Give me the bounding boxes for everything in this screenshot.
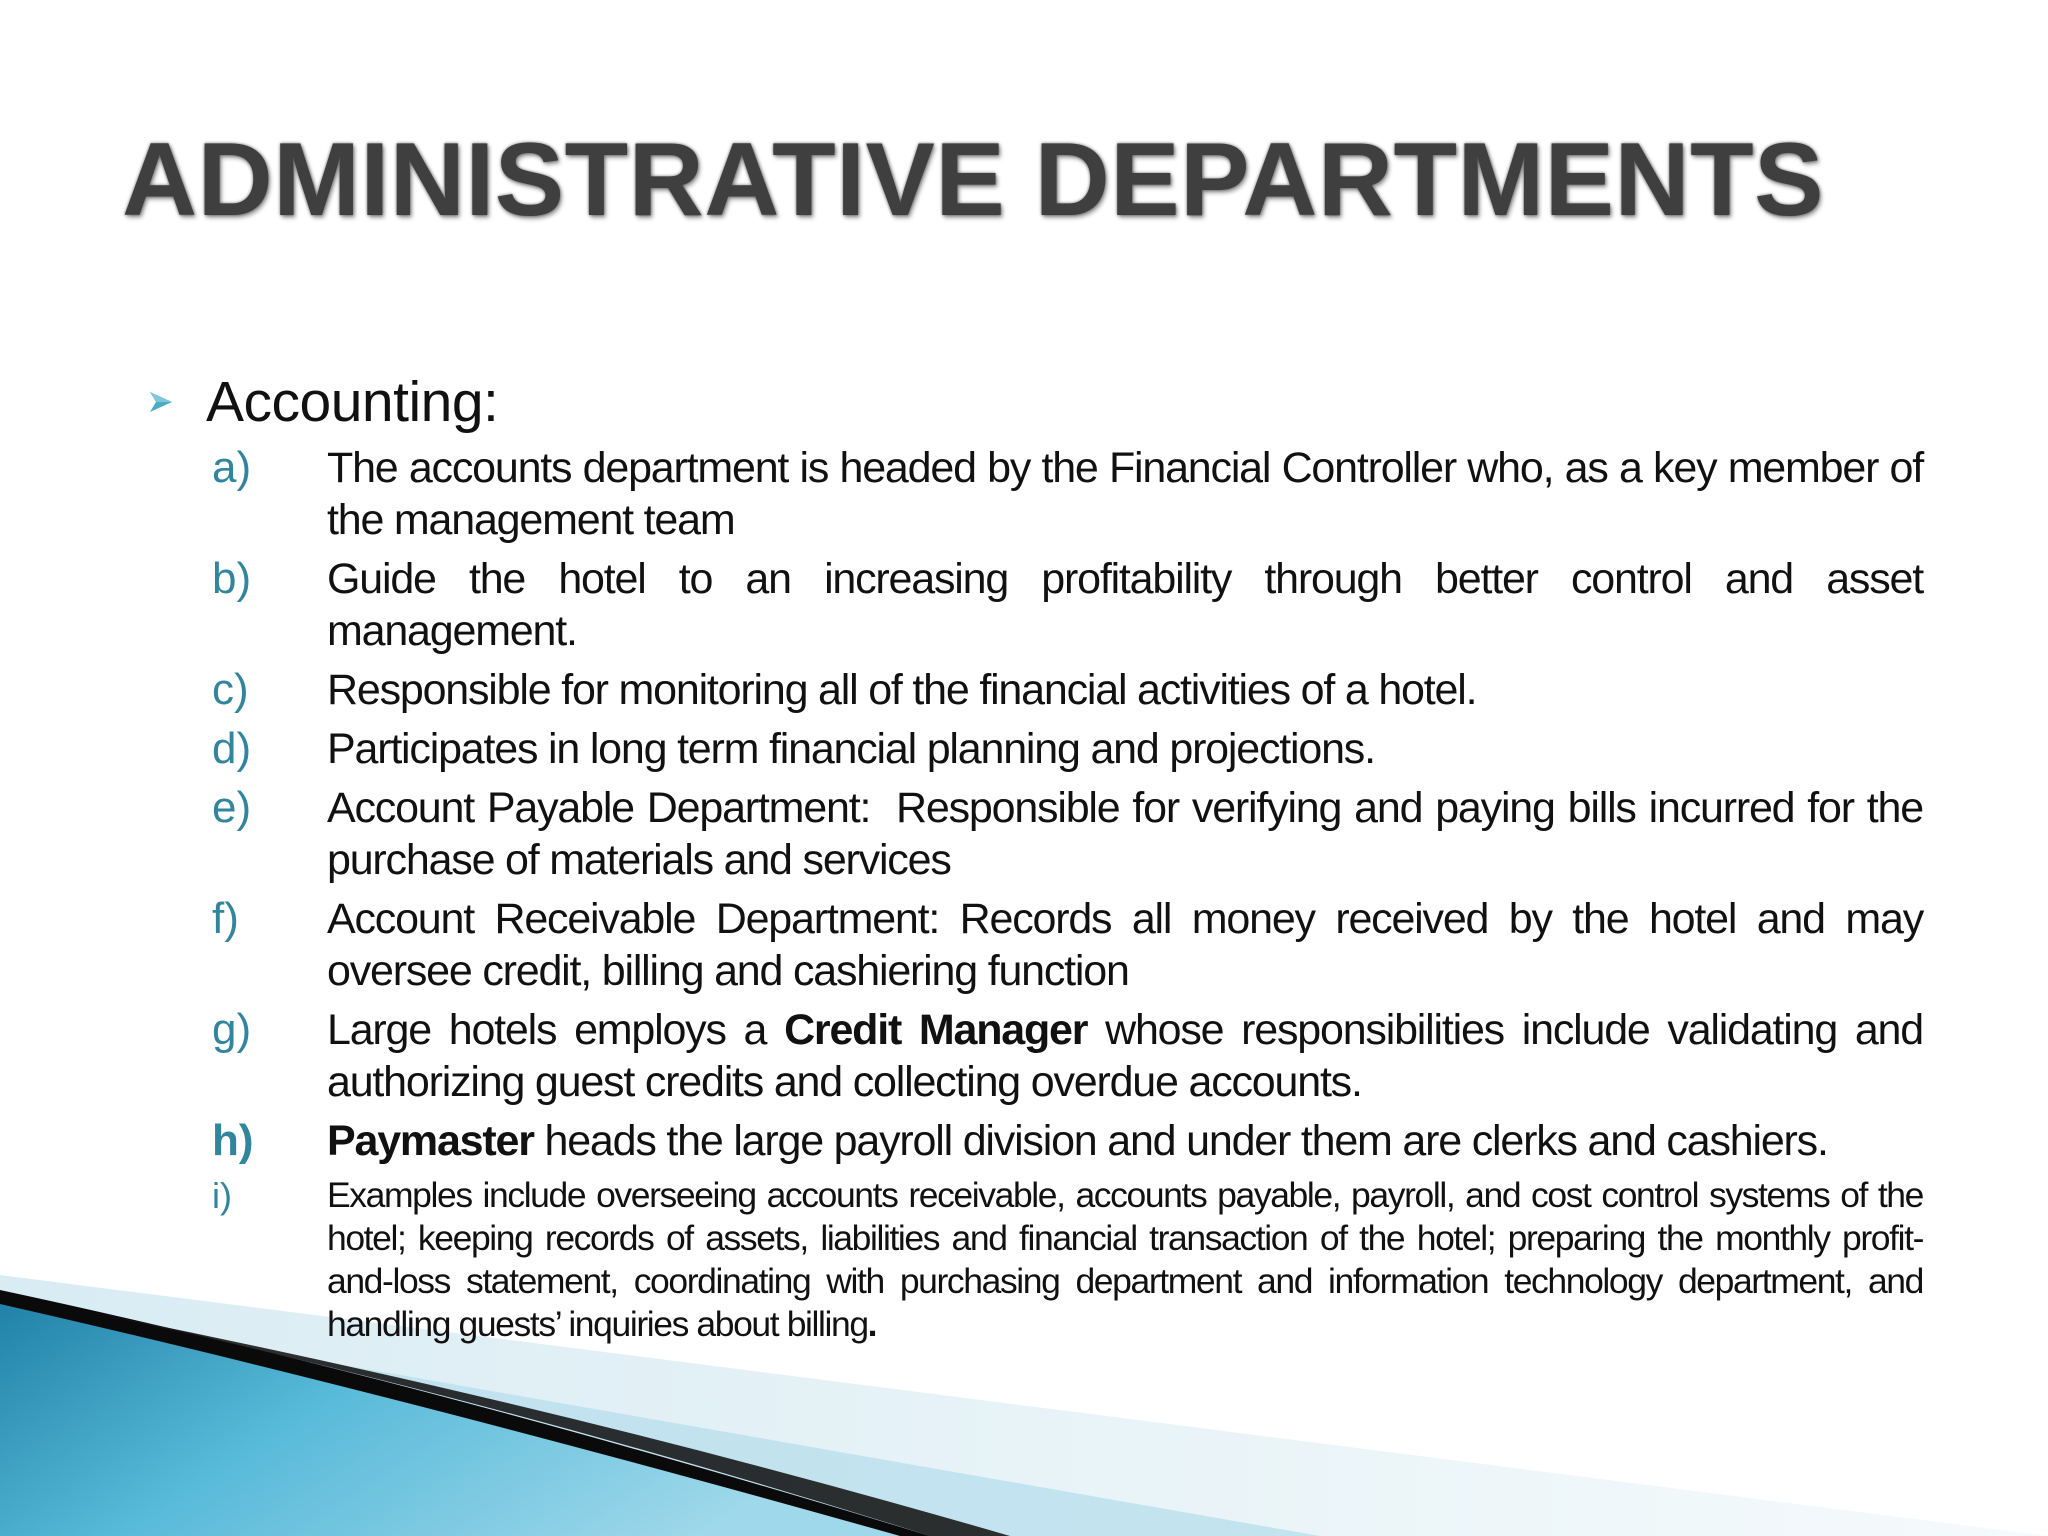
item-marker: g) xyxy=(212,1005,252,1054)
item-marker: i) xyxy=(212,1175,232,1216)
item-text: Guide the hotel to an increasing profitability through better control and asset management. xyxy=(327,555,1923,655)
item-marker: b) xyxy=(212,554,252,603)
list-item xyxy=(148,1174,1928,1346)
list-item xyxy=(148,1115,1928,1167)
arrowhead-bullet-icon xyxy=(148,389,206,415)
list-item xyxy=(148,442,1928,546)
list-item xyxy=(148,893,1928,997)
section-heading-row xyxy=(148,368,1928,436)
item-marker: e) xyxy=(212,783,252,832)
list-item xyxy=(148,723,1928,775)
list-item xyxy=(148,664,1928,716)
item-text-after: heads the large payroll division and under them are clerks and cashiers. xyxy=(533,1117,1828,1165)
slide-title: ADMINISTRATIVE DEPARTMENTS xyxy=(122,122,1825,238)
item-marker: h) xyxy=(212,1116,254,1165)
item-text: Participates in long term financial planning and projections. xyxy=(327,725,1375,773)
section-heading: Accounting: xyxy=(206,370,499,434)
item-marker: d) xyxy=(212,724,252,773)
accounting-section xyxy=(148,368,1934,1353)
list-item xyxy=(148,782,1934,886)
list-item xyxy=(148,553,1928,657)
paymaster-term: Paymaster xyxy=(327,1117,534,1165)
item-text xyxy=(327,1174,1923,1346)
list-item xyxy=(148,1004,1934,1108)
item-text-end: . xyxy=(867,1304,877,1344)
item-text: Responsible for monitoring all of the financial activities of a hotel. xyxy=(327,666,1477,714)
item-text: The accounts department is headed by the Financial Controller who, as a key member of the management team xyxy=(327,444,1923,544)
item-marker: f) xyxy=(212,894,239,943)
credit-manager-term: Credit Manager xyxy=(784,1006,1088,1054)
item-text xyxy=(327,1115,1923,1167)
item-text: Account Payable Department: Responsible for verifying and paying bills incurred for the purchase of materials and services xyxy=(327,784,1934,884)
item-text-after: whose responsibilities include validating and authorizing guest credits and collecting overdue accounts. xyxy=(327,1006,1934,1106)
item-marker: c) xyxy=(212,665,249,714)
item-text: Account Receivable Department: Records all money received by the hotel and may oversee credit, billing and cashiering function xyxy=(327,895,1923,995)
item-text-body: Examples include overseeing accounts receivable, accounts payable, payroll, and cost control systems of the hotel; keeping records of assets, liabilities and financial transaction of the hotel; preparing the monthly profit-and-loss statement, coordinating with purchasing department and information technology department, and handling guests’ inquiries about billing xyxy=(327,1175,1923,1344)
item-text-before: Large hotels employs a xyxy=(327,1006,785,1054)
accounting-items-list xyxy=(148,442,1934,1346)
item-marker: a) xyxy=(212,443,252,492)
item-text xyxy=(327,1004,1934,1108)
